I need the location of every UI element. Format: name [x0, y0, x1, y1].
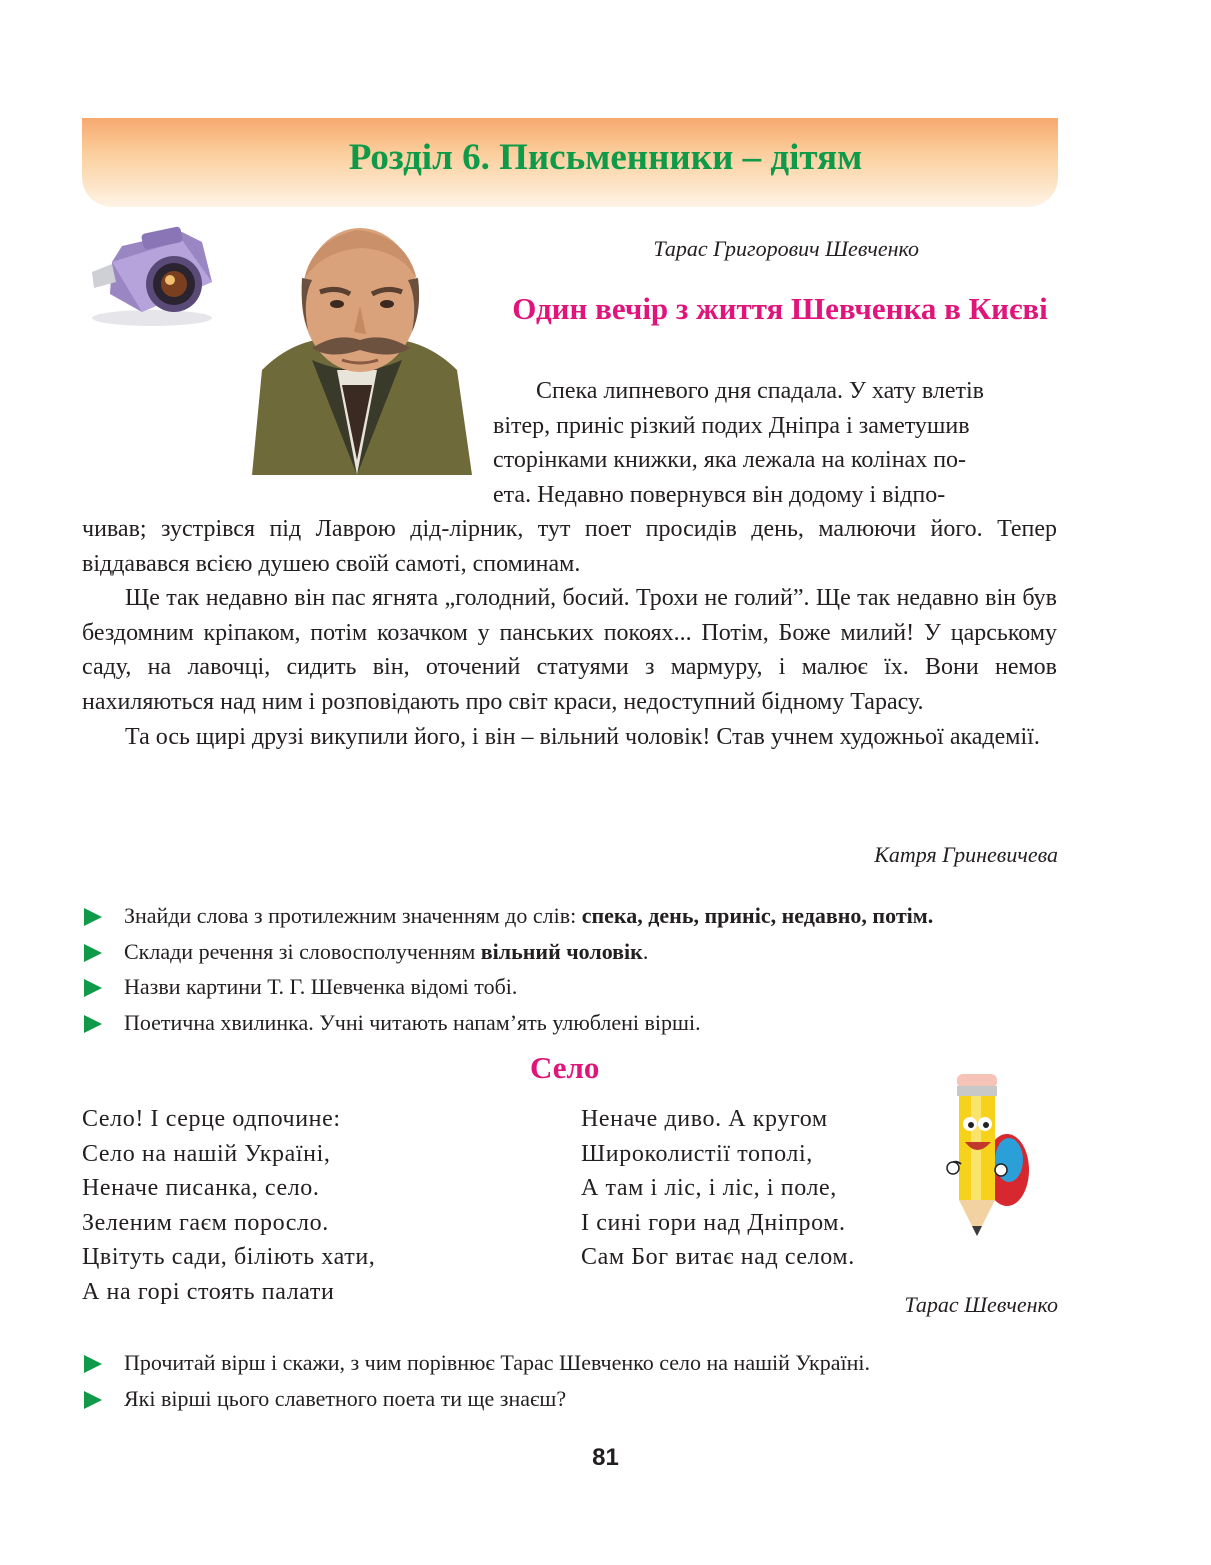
story-body	[82, 512, 1057, 754]
poem-title: Село	[530, 1050, 600, 1085]
task-item	[82, 898, 1072, 934]
story-line: ета. Недавно повернувся він додому і відпо-	[493, 481, 946, 508]
arrow-bullet-icon	[84, 1391, 102, 1409]
arrow-bullet-icon	[84, 908, 102, 926]
story-author: Тарас Григорович Шевченко	[653, 236, 919, 261]
poem-signature: Тарас Шевченко	[904, 1292, 1058, 1317]
poem-line: А на горі стоять палати	[82, 1278, 335, 1305]
poem-stanza-right	[581, 1102, 855, 1275]
page-number: 81	[592, 1444, 619, 1471]
story-paragraph-2: Ще так недавно він пас ягнята „голодний, босий. Трохи не голий”. Ще так недавно він був бездомним кріпаком, потім козачком у панських покоях... Потім, Боже милий! У царському саду, на лавочці, сидить він, оточений статуями з мармуру, і малює їх. Вони немов нахиляються над ним і розповідають про світ краси, недоступний бідному Тарасу.	[82, 585, 1057, 715]
arrow-bullet-icon	[84, 1355, 102, 1373]
task-item	[82, 1005, 1072, 1041]
task-list	[82, 898, 1072, 1040]
story-paragraph-1-continued: чивав; зустрівся під Лаврою дід-лірник, тут поет просидів день, малюючи його. Тепер віддавався всією душею своїй самоті, споминам.	[82, 516, 1057, 577]
task-item	[82, 969, 1072, 1005]
story-paragraph-3: Та ось щирі друзі викупили його, і він – вільний чоловік! Став учнем художньої академії.	[125, 723, 1040, 750]
task-text: Прочитай вірш і скажи, з чим порівнює Тарас Шевченко село на нашій Україні.	[124, 1350, 871, 1375]
camera-icon	[82, 222, 226, 328]
arrow-bullet-icon	[84, 979, 102, 997]
story-line: сторінками книжки, яка лежала на колінах по-	[493, 447, 967, 474]
poem-line: І сині гори над Дніпром.	[581, 1209, 846, 1236]
shevchenko-portrait	[242, 220, 472, 475]
poem-line: Неначе писанка, село.	[82, 1175, 320, 1202]
poem-line: Село! І серце одпочине:	[82, 1106, 341, 1132]
poem-line: Широколистії тополі,	[581, 1140, 813, 1167]
arrow-bullet-icon	[84, 1015, 102, 1033]
pencil-character-icon	[945, 1060, 1030, 1240]
story-title: Один вечір з життя Шевченка в Києві	[512, 291, 1048, 326]
task-text: Знайди слова з протилежним значенням до слів:	[124, 903, 582, 928]
chapter-title: Розділ 6. Письменники – дітям	[348, 137, 863, 178]
task-text: Назви картини Т. Г. Шевченка відомі тобі.	[124, 974, 518, 999]
task-list-2	[82, 1345, 1072, 1416]
poem-line: Село на нашій Україні,	[82, 1140, 331, 1167]
task-keywords: спека, день, приніс, недавно, потім.	[581, 903, 934, 928]
arrow-bullet-icon	[84, 944, 102, 962]
task-text: Які вірші цього славетного поета ти ще знаєш?	[124, 1385, 567, 1411]
story-signature: Катря Гриневичева	[874, 842, 1058, 867]
task-keywords: вільний чоловік	[480, 938, 643, 964]
task-text: Поетична хвилинка. Учні читають напам’ять улюблені вірші.	[124, 1009, 701, 1035]
task-text: Склади речення зі словосполученням	[124, 938, 481, 964]
poem-line: Сам Бог витає над селом.	[581, 1244, 855, 1271]
task-item	[82, 1381, 1072, 1417]
poem-line: Зеленим гаєм поросло.	[82, 1209, 329, 1236]
story-line: Спека липневого дня спадала. У хату влетів	[536, 378, 984, 404]
task-item	[82, 934, 1072, 970]
story-line: вітер, приніс різкий подих Дніпра і заметушив	[493, 412, 970, 439]
task-item	[82, 1345, 1072, 1381]
poem-line: Цвітуть сади, біліють хати,	[82, 1244, 376, 1271]
task-text-tail: .	[642, 938, 649, 964]
poem-line: А там і ліс, і ліс, і поле,	[581, 1175, 837, 1202]
poem-stanza-left	[82, 1102, 375, 1310]
story-paragraph-narrow	[493, 374, 1057, 512]
poem-line: Неначе диво. А кругом	[581, 1106, 828, 1132]
